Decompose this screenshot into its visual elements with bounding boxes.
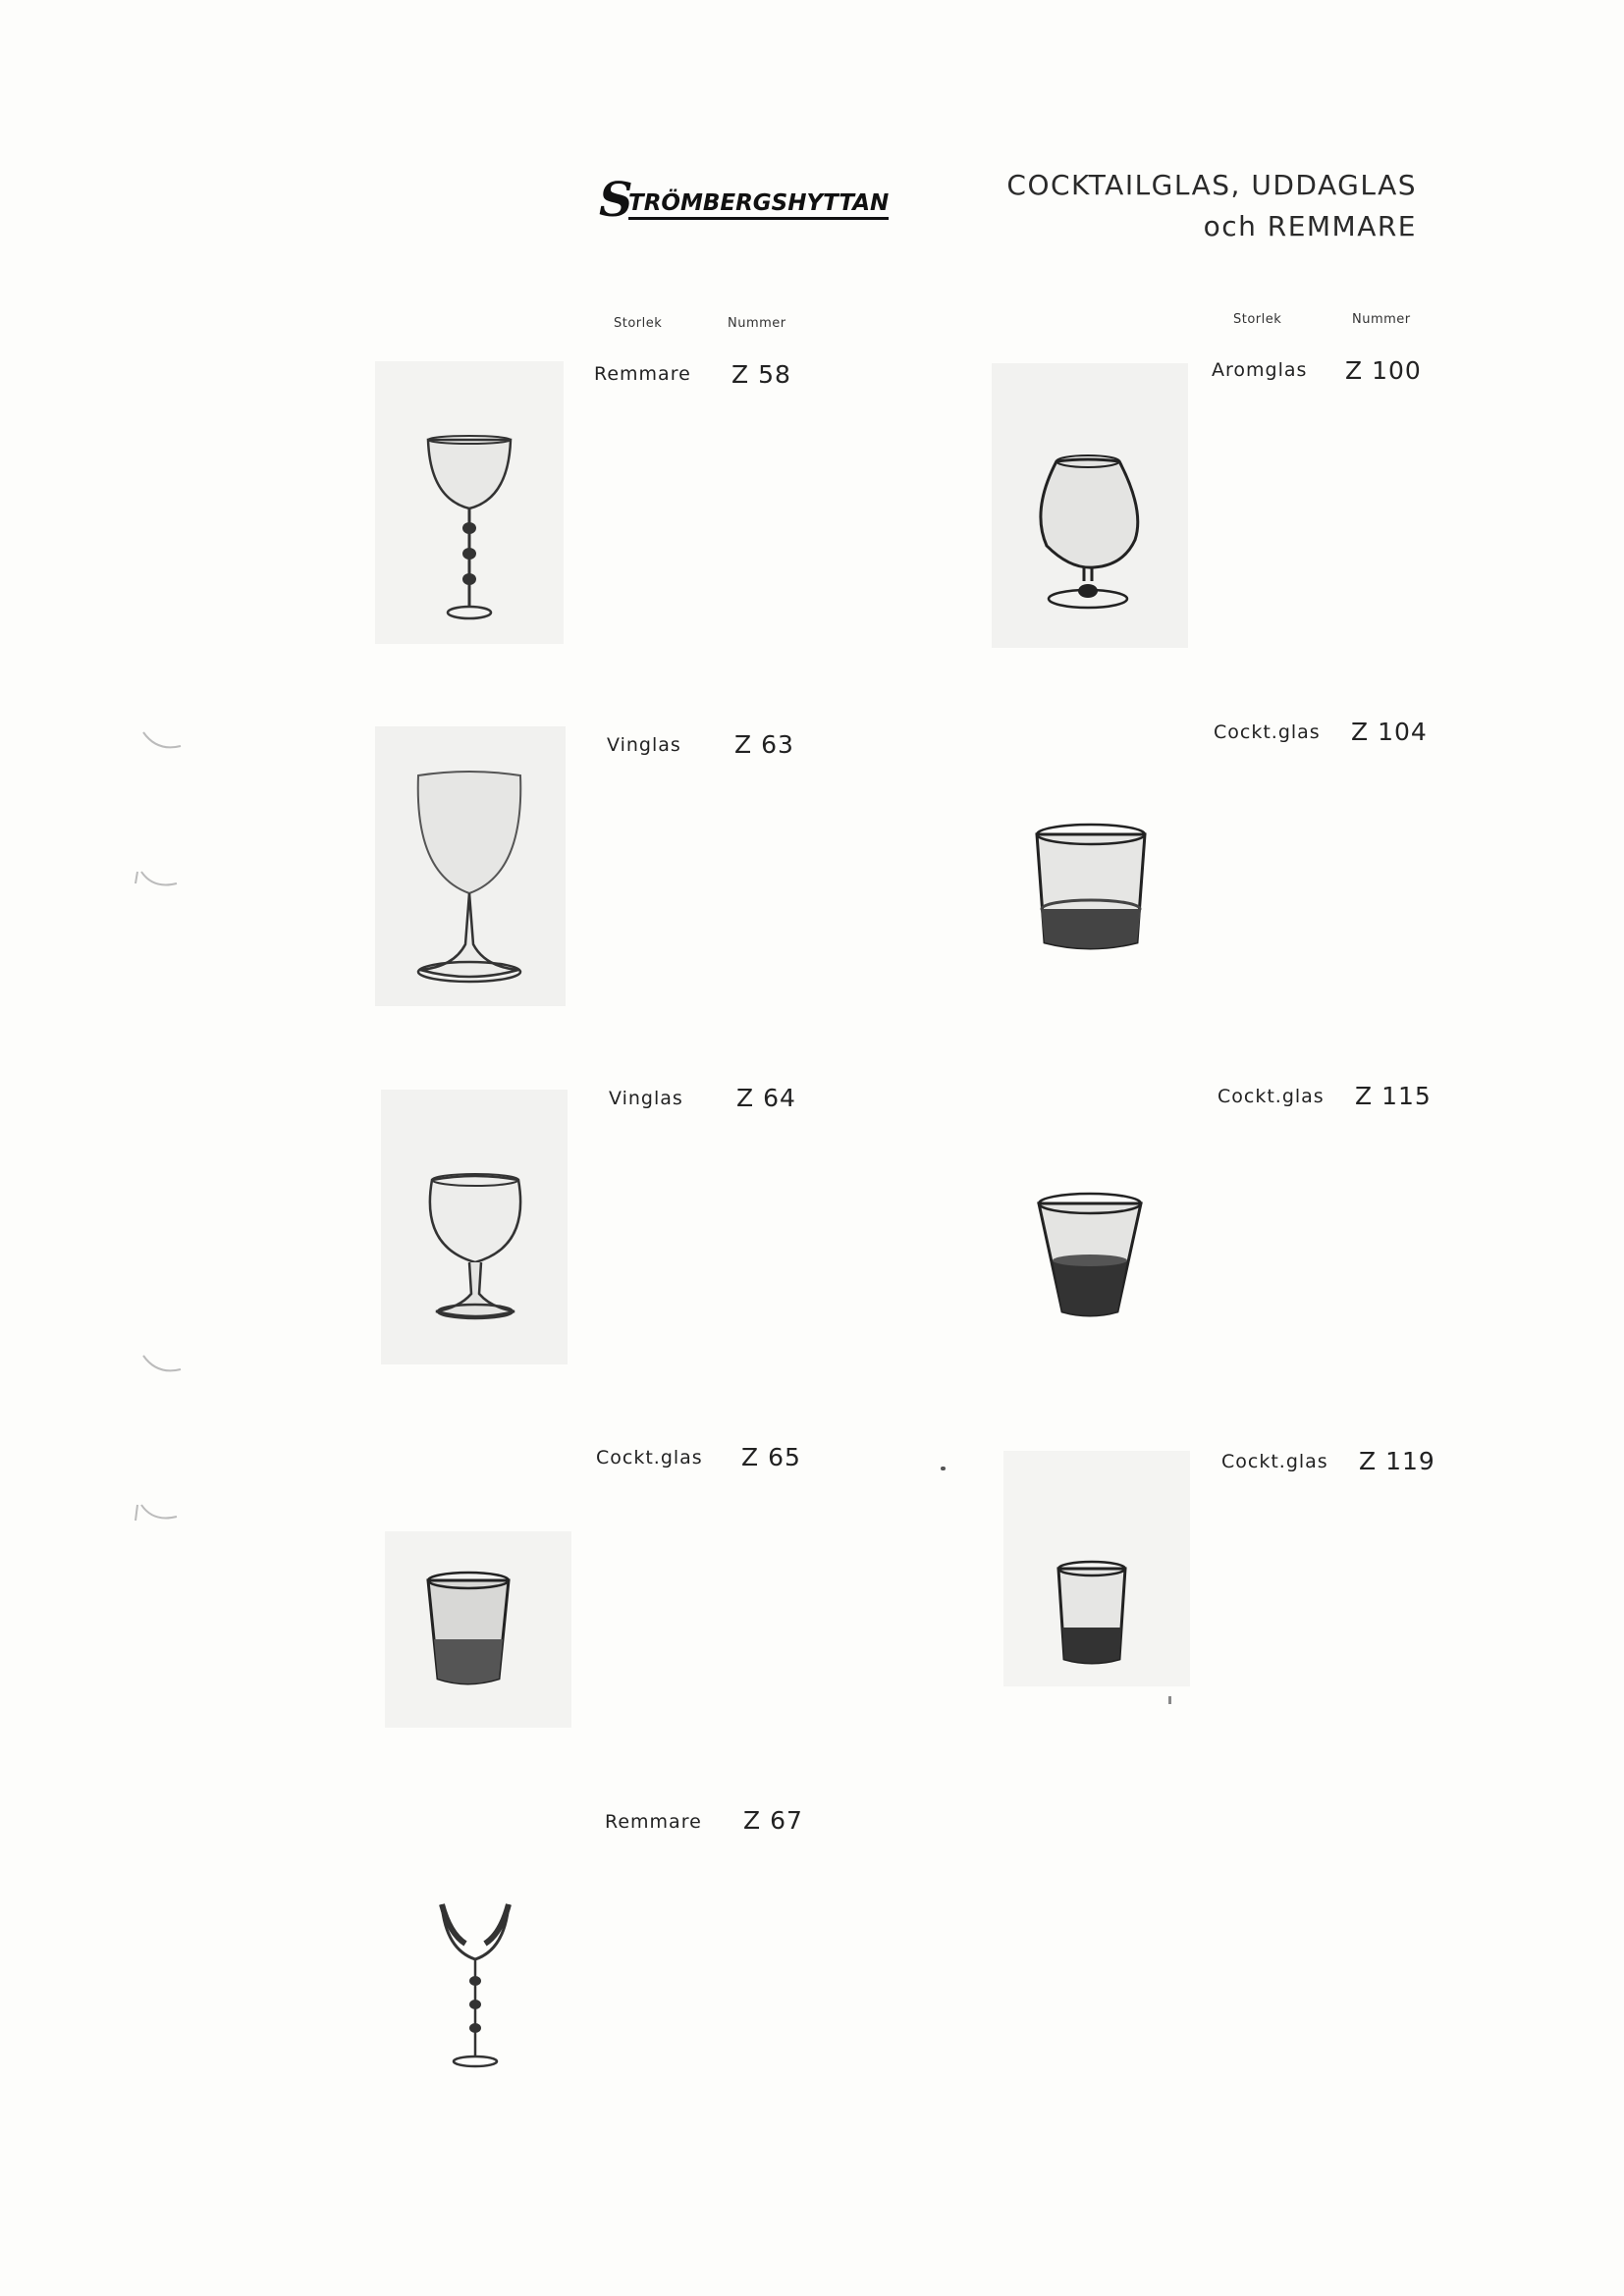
product-size: Vinglas <box>607 734 681 756</box>
product-size: Vinglas <box>609 1088 683 1109</box>
product-photo <box>992 363 1188 648</box>
product-number: Z 63 <box>734 730 794 759</box>
product-number: Z 64 <box>736 1084 796 1112</box>
brand-logo <box>599 173 913 228</box>
tumbler-icon <box>1003 1451 1190 1686</box>
brand-logo-text: TRÖMBERGSHYTTAN <box>628 190 889 220</box>
balloon-wine-glass-icon <box>375 726 566 1006</box>
page-title-line2: och REMMARE <box>1203 210 1417 242</box>
product-number: Z 115 <box>1355 1082 1432 1110</box>
brand-logo-initial: S <box>599 173 633 228</box>
product-size: Remmare <box>605 1811 702 1833</box>
product-number: Z 58 <box>731 360 791 389</box>
binder-mark-icon <box>130 864 189 893</box>
scan-speck <box>1168 1696 1171 1704</box>
product-size: Cockt.glas <box>1221 1451 1328 1472</box>
tumbler-icon <box>1011 815 1188 982</box>
product-photo <box>385 1531 571 1728</box>
product-size: Cockt.glas <box>1218 1086 1325 1107</box>
product-photo <box>1011 1178 1188 1335</box>
product-number: Z 67 <box>743 1806 803 1835</box>
product-photo <box>381 1090 568 1364</box>
binder-mark-icon <box>130 1497 189 1526</box>
product-number: Z 119 <box>1359 1447 1435 1475</box>
scan-speck <box>941 1467 946 1470</box>
product-size: Cockt.glas <box>1214 721 1321 743</box>
product-number: Z 100 <box>1345 356 1422 385</box>
goblet-knobbed-stem-icon <box>381 1865 568 2091</box>
product-photo <box>375 361 564 644</box>
goblet-knobbed-stem-icon <box>375 361 564 644</box>
product-size: Remmare <box>594 363 691 385</box>
product-size: Cockt.glas <box>596 1447 703 1468</box>
round-wine-glass-icon <box>381 1090 568 1364</box>
product-number: Z 65 <box>741 1443 801 1471</box>
left-number-header: Nummer <box>728 316 786 331</box>
right-size-header: Storlek <box>1233 312 1282 327</box>
product-size: Aromglas <box>1212 359 1308 381</box>
product-photo <box>1011 815 1188 982</box>
tumbler-icon <box>385 1531 571 1728</box>
product-number: Z 104 <box>1351 718 1428 746</box>
page-title-line1: COCKTAILGLAS, UDDAGLAS <box>1006 169 1417 201</box>
product-photo <box>1003 1451 1190 1686</box>
product-photo <box>381 1865 568 2091</box>
left-size-header: Storlek <box>614 316 663 331</box>
tapered-tumbler-icon <box>1011 1178 1188 1335</box>
binder-mark-icon <box>137 1350 187 1379</box>
product-photo <box>375 726 566 1006</box>
right-number-header: Nummer <box>1352 312 1411 327</box>
snifter-icon <box>992 363 1188 648</box>
binder-mark-icon <box>137 726 187 756</box>
